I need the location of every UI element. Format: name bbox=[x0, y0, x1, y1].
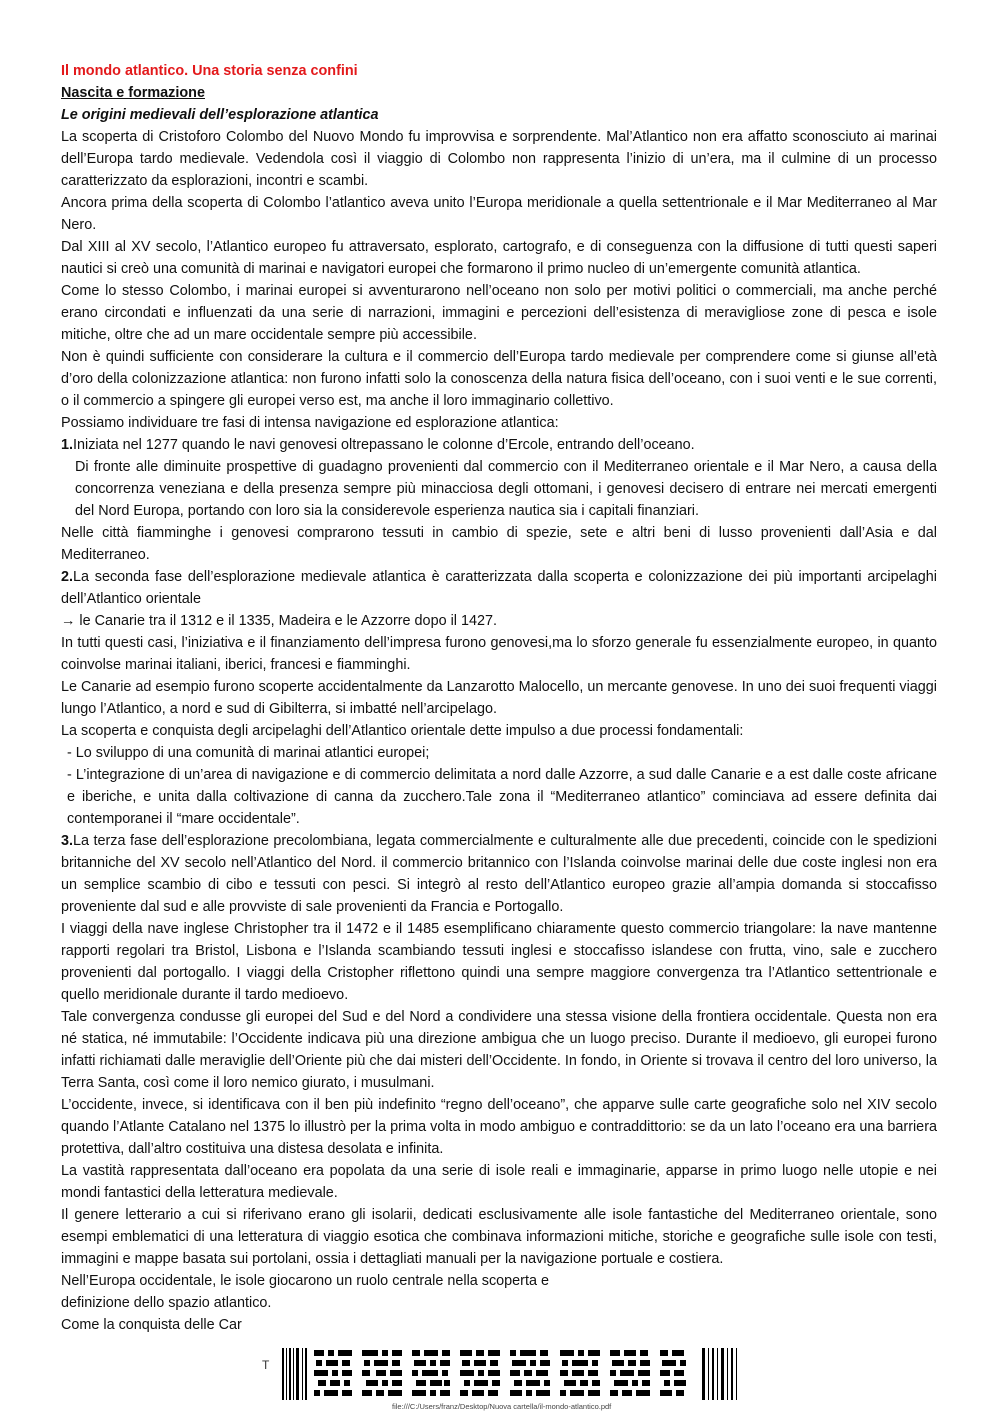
phase-text: La terza fase dell’esplorazione precolombiana, legata commercialmente e culturalmente alle due precedenti, coincide con le spedizioni britanniche del XV secolo nell’Atlantico del Nord. il commercio britannico con l’Islanda coinvolse marinai delle due coste inglesi non era un semplice scambio di cibo e tessuti con pesci. Si integrò al resto dell’Atlantico europeo grazie all’ampia domanda si stoccafisso proveniente dal sud e alle provviste di sale provenienti da Francia e Portogallo. bbox=[61, 833, 937, 915]
arrow-paragraph bbox=[61, 610, 937, 632]
paragraph: In tutti questi casi, l’iniziativa e il finanziamento dell’impresa furono genovesi,ma lo sforzo generale fu essenzialmente europeo, in quanto coinvolse marinai italiani, iberici, francesi e fiamminghi. bbox=[61, 635, 937, 673]
paragraph: Ancora prima della scoperta di Colombo l’atlantico aveva unito l’Europa meridionale a quella settentrionale e il Mar Mediterraneo al Mar Nero. bbox=[61, 195, 937, 233]
paragraph: Tale convergenza condusse gli europei del Sud e del Nord a condividere una stessa visione della frontiera occidentale. Questa non era né statica, né immutabile: l’Occidente indicava più una direzione ambigua che un luogo preciso. Durante il medioevo, gli europei furono infatti richiamati dalle meraviglie dell’Oriente più che dai misteri dell’Occidente. In fondo, in Oriente si trovava il centro del loro universo, la Terra Santa, così come il loro nemico giurato, i musulmani. bbox=[61, 1009, 937, 1091]
arrow-right-icon: → bbox=[61, 613, 76, 629]
phase-number: 3. bbox=[61, 833, 74, 849]
footer-file-path: file:///C:/Users/franz/Desktop/Nuova cartella/il-mondo-atlantico.pdf bbox=[392, 1402, 612, 1411]
list-item: - Lo sviluppo di una comunità di marinai atlantici europei; bbox=[67, 745, 430, 761]
phase-number: 1. bbox=[61, 437, 74, 453]
paragraph: Nelle città fiamminghe i genovesi comprarono tessuti in cambio di spezie, sete e altri beni di lusso provenienti dall’Asia e dal Mediterraneo. bbox=[61, 525, 937, 563]
phase-text: La seconda fase dell’esplorazione medievale atlantica è caratterizzata dalla scoperta e colonizzazione dei più importanti arcipelaghi dell’Atlantico orientale bbox=[61, 569, 937, 607]
phase-number: 2. bbox=[61, 569, 74, 585]
paragraph: Come la conquista delle Car bbox=[61, 1317, 242, 1333]
document-title: Il mondo atlantico. Una storia senza confini bbox=[61, 63, 358, 79]
barcode-watermark bbox=[262, 1348, 742, 1400]
phase-1-paragraph bbox=[61, 434, 937, 456]
paragraph: Dal XIII al XV secolo, l’Atlantico europeo fu attraversato, esplorato, cartografo, e di conseguenza con la diffusione di tutti questi saperi nautici si creò una comunità di marinai e navigatori europei che formarono il primo nucleo di un’emergente comunità atlantica. bbox=[61, 239, 937, 277]
paragraph: definizione dello spazio atlantico. bbox=[61, 1295, 272, 1311]
barcode-leading-char: T bbox=[262, 1358, 270, 1372]
phase-2-paragraph bbox=[61, 566, 937, 610]
barcode-icon bbox=[282, 1348, 742, 1400]
paragraph: Nell’Europa occidentale, le isole giocarono un ruolo centrale nella scoperta e bbox=[61, 1273, 549, 1289]
list-item: - L’integrazione di un’area di navigazione e di commercio delimitata a nord dalle Azzorre, a sud dalle Canarie e a est dalle coste africane e iberiche, e unita dalla coltivazione di canna da zucchero.Tale zona il “Mediterraneo atlantico” cominciava ad essere definita dai contemporanei il “mare occidentale”. bbox=[67, 767, 937, 827]
paragraph: Possiamo individuare tre fasi di intensa navigazione ed esplorazione atlantica: bbox=[61, 415, 559, 431]
paragraph: Come lo stesso Colombo, i marinai europei si avventurarono nell’oceano non solo per motivi politici o commerciali, ma anche perché erano circondati e influenzati da una serie di narrazioni, immagini e percezioni dell’esistenza di meravigliose zone di pesca e isole mitiche, oltre che ad un mare occidentale sempre più accessibile. bbox=[61, 283, 937, 343]
paragraph: La scoperta e conquista degli arcipelaghi dell’Atlantico orientale dette impulso a due processi fondamentali: bbox=[61, 723, 744, 739]
paragraph: Non è quindi sufficiente con considerare la cultura e il commercio dell’Europa tardo medievale per comprendere come si giunse all’età d’oro della colonizzazione atlantica: non furono infatti solo la conoscenza della natura fisica dell’oceano, con i suoi venti e le sue correnti, o il commercio a spingere gli europei verso est, ma anche il loro immaginario collettivo. bbox=[61, 349, 937, 409]
paragraph: Il genere letterario a cui si riferivano erano gli isolarii, dedicati esclusivamente alle isole fantastiche del Mediterraneo orientale, sono esempi emblematici di una letteratura di viaggio esotica che combinava informazioni mitiche, storiche e geografiche sulle isole con testi, immagini e mappe basata sui portolani, ossia i dettagliati manuali per la navigazione portuale e costiera. bbox=[61, 1207, 937, 1267]
paragraph: I viaggi della nave inglese Christopher tra il 1472 e il 1485 esemplificano chiaramente questo commercio triangolare: la nave mantenne rapporti regolari tra Bristol, Lisbona e l’Islanda scambiando tessuti inglesi e stoccafisso islandese con frutta, vino, sale e zucchero provenienti dal portogallo. I viaggi della Cristopher riflettono quindi una sempre maggiore convergenza tra l’Atlantico settentrionale e quello meridionale durante il tardo medioevo. bbox=[61, 921, 937, 1003]
paragraph: L’occidente, invece, si identificava con il ben più indefinito “regno dell’oceano”, che apparve sulle carte geografiche solo nel XIV secolo quando l’Atlante Catalano nel 1375 lo illustrò per la prima volta in modo ambiguo e contraddittorio: se da un lato l’oceano era una barriera protettiva, dall’altro costituiva una distesa desolata e infinita. bbox=[61, 1097, 937, 1157]
arrow-text: le Canarie tra il 1312 e il 1335, Madeira e le Azzorre dopo il 1427. bbox=[79, 613, 497, 629]
phase-3-paragraph bbox=[61, 830, 937, 918]
paragraph: La scoperta di Cristoforo Colombo del Nuovo Mondo fu improvvisa e sorprendente. Mal’Atlantico non era affatto sconosciuto ai marinai dell’Europa tardo medievale. Vedendola così il viaggio di Colombo non rappresenta l’inizio di un’era, ma il culmine di un processo caratterizzato da esplorazioni, incontri e scambi. bbox=[61, 129, 937, 189]
phase-text: Iniziata nel 1277 quando le navi genovesi oltrepassano le colonne d’Ercole, entrando dell’oceano. bbox=[73, 437, 695, 453]
section-title: Le origini medievali dell’esplorazione atlantica bbox=[61, 107, 379, 123]
paragraph: Le Canarie ad esempio furono scoperte accidentalmente da Lanzarotto Malocello, un mercante genovese. In uno dei suoi frequenti viaggi lungo l’Atlantico, a nord e sud di Gibilterra, si imbatté nell’arcipelago. bbox=[61, 679, 937, 717]
document-subtitle: Nascita e formazione bbox=[61, 85, 205, 101]
paragraph: La vastità rappresentata dall’oceano era popolata da una serie di isole reali e immaginarie, apparse in primo luogo nelle utopie e nei mondi fantastici della letteratura medievale. bbox=[61, 1163, 937, 1201]
paragraph: Di fronte alle diminuite prospettive di guadagno provenienti dal commercio con il Mediterraneo orientale e il Mar Nero, a causa della concorrenza veneziana e della presenza sempre più minacciosa degli ottomani, i genovesi decisero di entrare nei mercati emergenti del Nord Europa, portando con loro sia la considerevole esperienza nautica sia i capitali finanziari. bbox=[75, 459, 937, 519]
document-page bbox=[61, 60, 937, 1336]
